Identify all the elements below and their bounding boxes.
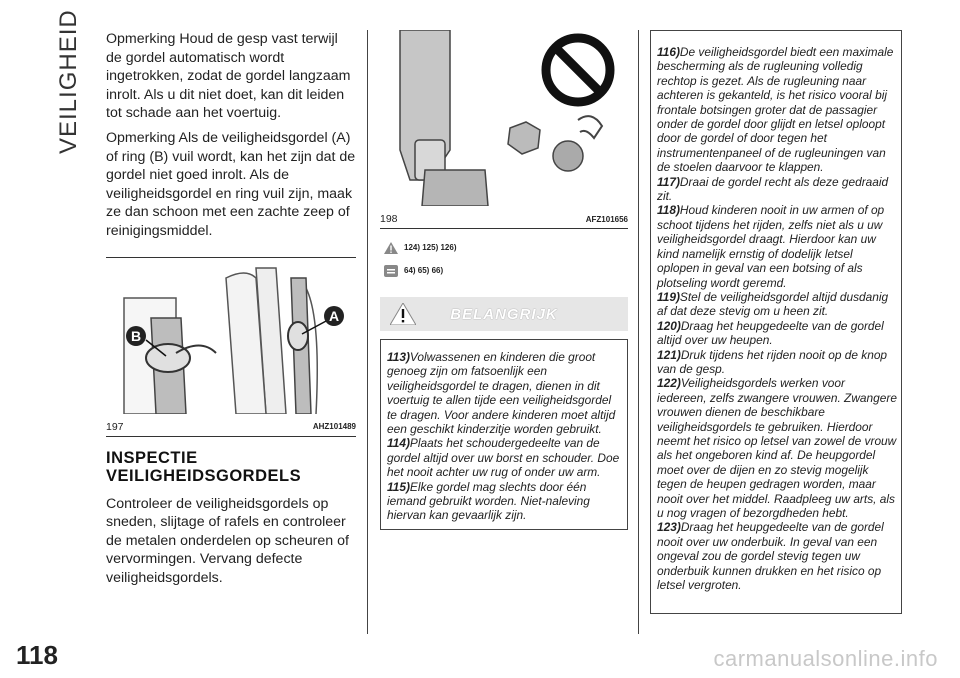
warning-note [657, 290, 897, 319]
figure-197 [106, 257, 356, 437]
note-text: Veiligheidsgordels werken voor iedereen, zelfs zwangere vrouwen. Zwangere vrouwen dienen de beschikbare veiligheidsgordels te gebruiken. Hierdoor neemt het risico op letsel van zowel de vrouw als het ongeboren kind af. De heupgordel moet over de dijen en zo stevig mogelijk tegen de heupen gedragen worden, maar nooit over het middel. Raadpleeg uw arts, als u nog vragen of bezorgdheden hebt. [657, 376, 897, 520]
warning-reference [384, 239, 628, 256]
note-text: Volwassenen en kinderen die groot genoeg zijn om fatsoenlijk een veiligheidsgordel te dragen, dienen in dit voertuig te allen tijde een veiligheidsgordel te dragen. Voor andere kinderen moet altijd een geschikt kinderzitje worden gebruikt. [387, 350, 616, 437]
warning-note [387, 480, 623, 523]
prohibited-objects-illustration [380, 30, 628, 206]
callout-b-label: B [130, 327, 142, 344]
column-2 [380, 30, 628, 530]
callout-a-label: A [328, 307, 340, 324]
note-number: 120) [657, 318, 681, 333]
note-text: Houd kinderen nooit in uw armen of op schoot tijdens het rijden, zelfs niet als u uw veiligheidsgordel draagt. Hierdoor kan uw kind namelijk ernstig of dodelijk letsel oplopen in geval van een botsing of als plotseling wordt geremd. [657, 203, 885, 290]
note-number: 116) [657, 45, 680, 59]
paragraph: Opmerking Houd de gesp vast terwijl de gordel automatisch wordt ingetrokken, zodat de gordel langzaam inrolt. Als u dit niet doet, kan dit leiden tot schade aan het voertuig. [106, 31, 351, 122]
column-3 [650, 30, 902, 614]
warning-notes-box [380, 339, 628, 530]
warning-note [657, 520, 897, 592]
note-text: Elke gordel mag slechts door één iemand gebruikt worden. Niet-naleving hiervan kan gevaarlijk zijn. [387, 479, 590, 523]
column-divider [638, 30, 639, 634]
note-number: 119) [657, 289, 680, 304]
column-1 [106, 30, 356, 594]
warning-note [657, 319, 897, 348]
figure-caption [380, 211, 628, 229]
section-tab-label: VEILIGHEID [55, 9, 82, 154]
figure-number: 198 [380, 213, 398, 225]
warning-notes-box [650, 30, 902, 614]
warning-note [387, 350, 623, 436]
warning-note [387, 436, 623, 479]
inspection-paragraph: Controleer de veiligheidsgordels op sneden, slijtage of rafels en controleer de metalen onderdelen op scheuren of vervormingen. Vervang defecte veiligheidsgordels. [106, 495, 349, 586]
warning-triangle-icon [384, 242, 398, 254]
paragraph: Opmerking Als de veiligheidsgordel (A) of ring (B) vuil wordt, kan het zijn dat de gordel niet goed inrolt. Als de veiligheidsgordel en ring vuil zijn, maak ze dan schoon met een zachte zeep of reinigingsmiddel. [106, 129, 356, 239]
caution-reference-numbers: 64) 65) 66) [404, 266, 444, 275]
note-text: Draai de gordel recht als deze gedraaid zit. [657, 174, 889, 204]
figure-code: AHZ101489 [312, 422, 356, 432]
section-heading: INSPECTIE VEILIGHEIDSGORDELS [106, 448, 302, 485]
caution-icon [384, 265, 398, 277]
page-number: 118 [16, 640, 58, 670]
note-number: 122) [657, 376, 681, 391]
note-number: 115) [387, 479, 410, 494]
note-text: De veiligheidsgordel biedt een maximale bescherming als de rugleuning volledig rechtop is gezet. Als de rugleuning naar achteren is gekanteld, is het risico vooral bij frontale botsingen groter dat de passagier onder de gordel door glijdt en letsel oploopt door de gordel of door tegen het instrumentenpaneel of de rugleuningen van de stoelen daarvoor te klappen. [657, 45, 894, 175]
note-number: 117) [657, 174, 680, 189]
section-tab [52, 9, 82, 160]
warning-note [657, 348, 897, 377]
note-text: Draag het heupgedeelte van de gordel nooit over uw onderbuik. In geval van een ongeval zou de gordel stevig tegen uw onderbuik kunnen drukken en het risico op letsel vergroten. [657, 520, 884, 593]
note-number: 113) [387, 350, 410, 364]
warning-note [657, 376, 897, 520]
note-number: 123) [657, 520, 681, 535]
note-text: Stel de veiligheidsgordel altijd dusdanig af dat deze stevig om u heen zit. [657, 289, 889, 319]
warning-note [657, 175, 897, 204]
note-text: Druk tijdens het rijden nooit op de knop van de gesp. [657, 347, 888, 376]
figure-code: AFZ101656 [585, 214, 628, 224]
note-number: 114) [387, 436, 410, 451]
warning-note [657, 203, 897, 289]
figure-number: 197 [106, 420, 124, 433]
warning-reference-numbers: 124) 125) 126) [404, 243, 457, 252]
note-number: 121) [657, 347, 681, 362]
seatbelt-ring-illustration [106, 258, 356, 414]
belangrijk-title: BELANGRIJK [450, 305, 558, 323]
figure-caption [106, 419, 356, 437]
note-text: Plaats het schoudergedeelte van de gordel altijd over uw borst en schouder. Doe het nooit achter uw rug of onder uw arm. [387, 436, 620, 480]
caution-reference [384, 262, 628, 279]
note-text: Draag het heupgedeelte van de gordel altijd over uw heupen. [657, 318, 884, 348]
figure-198 [380, 30, 628, 229]
column-divider [367, 30, 368, 634]
belangrijk-banner [380, 297, 628, 331]
warning-note [657, 45, 897, 175]
watermark: carmanualsonline.info [713, 646, 938, 671]
note-number: 118) [657, 203, 680, 218]
